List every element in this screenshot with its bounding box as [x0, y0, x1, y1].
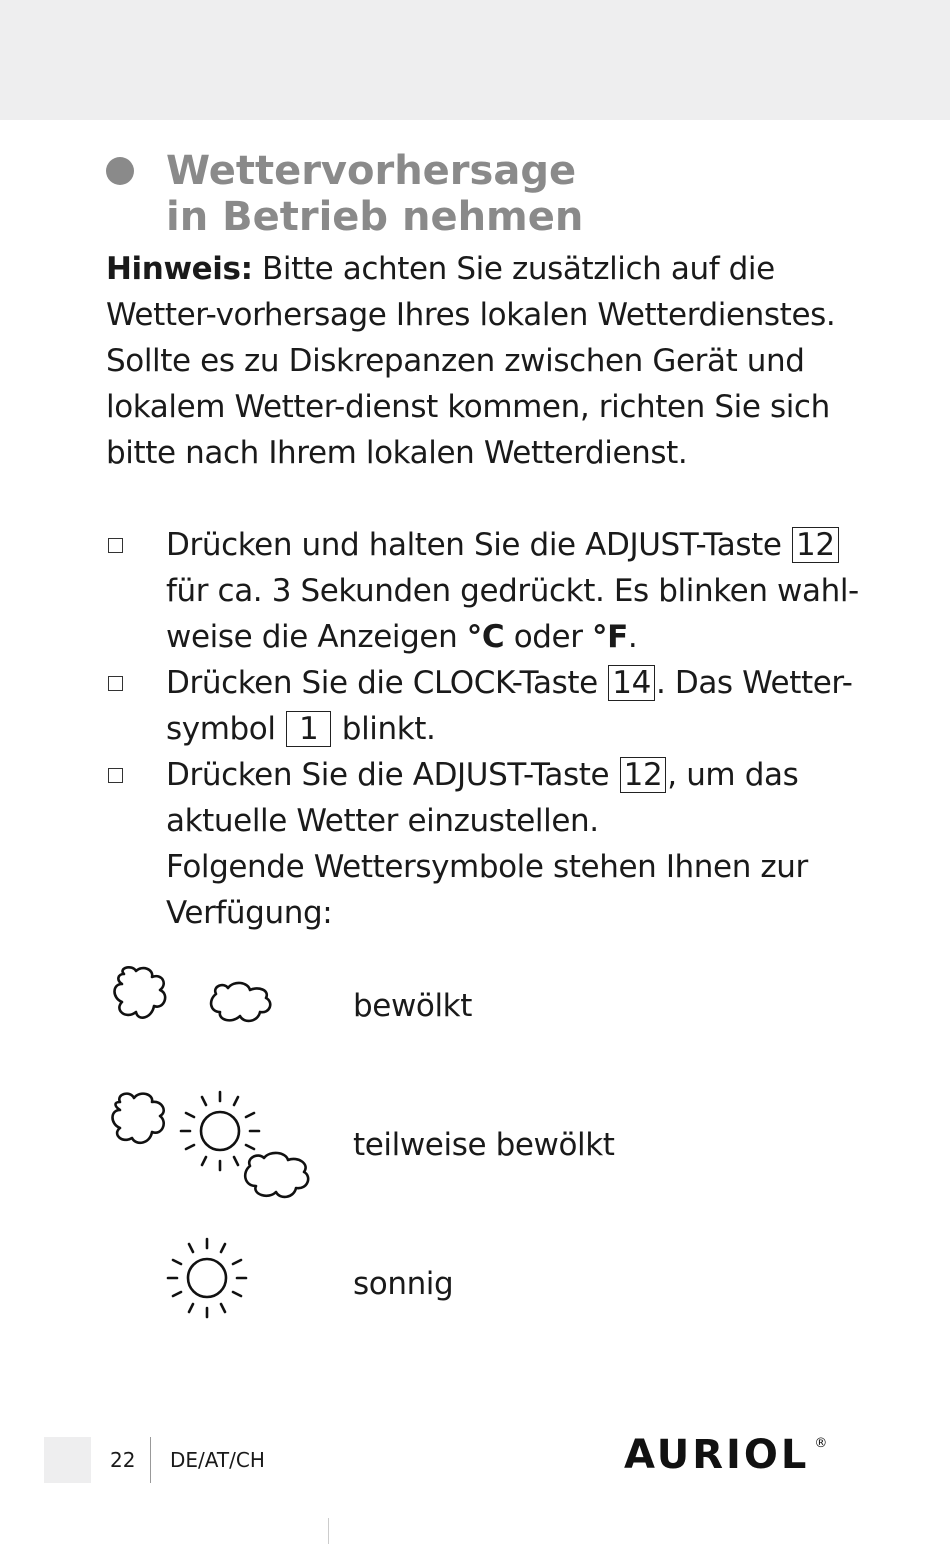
sunny-icon [108, 1236, 288, 1326]
step-1-text [166, 522, 866, 660]
step-2-part-2: . Das Wetter-symbol [166, 665, 853, 747]
step-1-part-4: . [627, 619, 638, 655]
heading-line-1: Wettervorhersage [166, 148, 577, 194]
step-2-part-1: Drücken Sie die CLOCK-Taste [166, 665, 608, 701]
note-label: Hinweis: [106, 251, 253, 287]
note-text: Bitte achten Sie zusätzlich auf die Wetter-vorhersage Ihres lokalen Wetterdienstes. Sollte es zu Diskrepanzen zwischen Gerät und lokalem Wetter-dienst kommen, richten Sie sich bitte nach Ihrem lokalen Wetterdienst. [106, 251, 836, 471]
footer-marker [44, 1437, 91, 1483]
symbol-label: sonnig [353, 1266, 454, 1302]
partly-cloudy-icon [108, 1088, 318, 1203]
symbol-label: teilweise bewölkt [353, 1127, 615, 1163]
step-3-part-1: Drücken Sie die ADJUST-Taste [166, 757, 619, 793]
crop-mark [328, 1518, 329, 1544]
step-3-text [166, 752, 866, 936]
step-2-part-3: blinkt. [332, 711, 436, 747]
reference-number: 14 [608, 665, 655, 701]
step-3-part-2: , um das aktuelle Wetter einzustellen. [166, 757, 799, 839]
heading-line-2: in Betrieb nehmen [166, 194, 584, 240]
heading-bullet-icon [106, 157, 134, 185]
note-paragraph [106, 246, 866, 476]
top-band [0, 0, 950, 120]
section-heading [166, 148, 866, 240]
step-1-part-2: für ca. 3 Sekunden gedrückt. Es blinken wahl-weise die Anzeigen [166, 573, 859, 655]
reference-number: 1 [286, 711, 331, 747]
footer-divider [150, 1437, 151, 1483]
step-1-part-3: oder [504, 619, 593, 655]
registered-mark: ® [814, 1436, 828, 1451]
checkbox-icon [108, 538, 123, 553]
reference-number: 12 [620, 757, 667, 793]
page-number: 22 [110, 1448, 136, 1472]
symbol-label: bewölkt [353, 988, 472, 1024]
region-code: DE/AT/CH [170, 1448, 265, 1472]
unit-fahrenheit: °F [592, 619, 628, 655]
checkbox-icon [108, 676, 123, 691]
unit-celsius: °C [466, 619, 505, 655]
reference-number: 12 [792, 527, 839, 563]
cloudy-icon [108, 960, 288, 1030]
step-1-part-1: Drücken und halten Sie die ADJUST-Taste [166, 527, 792, 563]
step-3-extra: Folgende Wettersymbole stehen Ihnen zur Verfügung: [166, 849, 808, 931]
brand-name: AURIOL [624, 1432, 810, 1478]
brand-logo [624, 1432, 828, 1478]
checkbox-icon [108, 768, 123, 783]
step-2-text [166, 660, 866, 752]
